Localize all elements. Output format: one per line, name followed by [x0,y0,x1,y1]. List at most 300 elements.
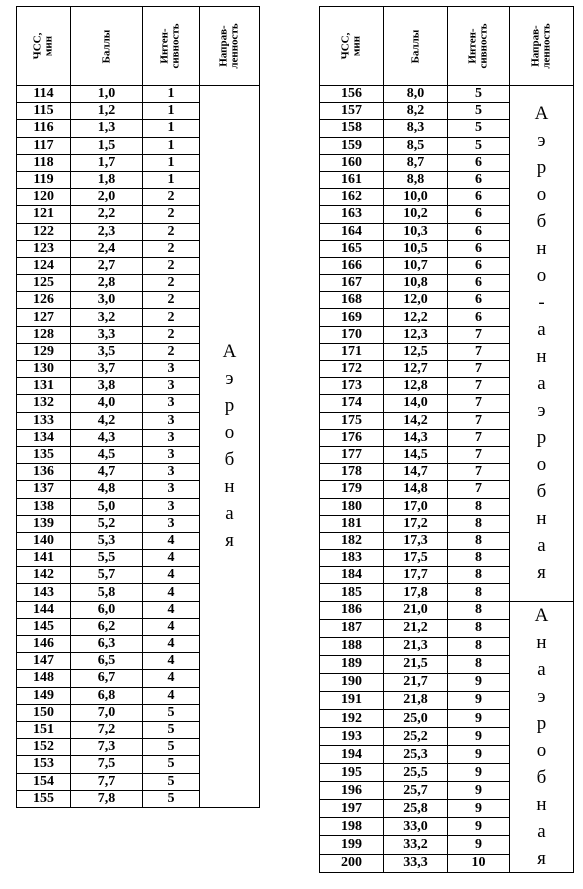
hr-cell: 188 [320,637,384,655]
intensity-cell: 3 [143,498,200,515]
points-cell: 25,8 [384,800,448,818]
intensity-cell: 9 [448,764,510,782]
intensity-cell: 8 [448,601,510,619]
points-cell: 5,5 [71,550,143,567]
direction-letter: а [537,319,546,341]
hr-cell: 155 [17,790,71,807]
points-cell: 5,7 [71,567,143,584]
hr-cell: 195 [320,764,384,782]
intensity-cell: 5 [448,103,510,120]
points-cell: 4,3 [71,429,143,446]
intensity-cell: 9 [448,673,510,691]
points-cell: 2,3 [71,223,143,240]
hr-table-right [319,6,574,873]
intensity-cell: 5 [448,86,510,103]
intensity-cell: 4 [143,567,200,584]
points-cell: 25,5 [384,764,448,782]
hr-cell: 192 [320,710,384,728]
intensity-cell: 6 [448,189,510,206]
points-cell: 12,5 [384,343,448,360]
direction-letter: я [225,530,234,552]
header-hr: ЧСС, мин [17,7,71,86]
direction-letter: б [536,211,547,233]
intensity-cell: 1 [143,86,200,103]
intensity-cell: 4 [143,618,200,635]
table-row [320,601,574,619]
points-cell: 7,2 [71,721,143,738]
points-cell: 17,0 [384,498,448,515]
intensity-cell: 7 [448,429,510,446]
points-cell: 14,8 [384,481,448,498]
direction-cell [510,601,574,872]
hr-cell: 189 [320,655,384,673]
intensity-cell: 2 [143,275,200,292]
intensity-cell: 4 [143,653,200,670]
intensity-cell: 6 [448,154,510,171]
intensity-cell: 9 [448,691,510,709]
direction-letter: н [224,476,235,498]
intensity-cell: 4 [143,532,200,549]
points-cell: 1,0 [71,86,143,103]
points-cell: 3,0 [71,292,143,309]
hr-cell: 170 [320,326,384,343]
hr-cell: 117 [17,137,71,154]
intensity-cell: 3 [143,481,200,498]
hr-cell: 191 [320,691,384,709]
hr-cell: 156 [320,86,384,103]
direction-label [510,100,573,586]
direction-letter: а [537,820,546,842]
hr-cell: 166 [320,257,384,274]
points-cell: 3,5 [71,343,143,360]
points-cell: 25,7 [384,782,448,800]
direction-letter: р [536,157,547,179]
intensity-cell: 8 [448,619,510,637]
points-cell: 25,2 [384,728,448,746]
hr-cell: 139 [17,515,71,532]
hr-cell: 144 [17,601,71,618]
hr-cell: 172 [320,361,384,378]
header-row [320,7,574,86]
hr-cell: 126 [17,292,71,309]
direction-letter: б [224,449,235,471]
intensity-cell: 8 [448,584,510,601]
intensity-cell: 1 [143,120,200,137]
points-cell: 4,7 [71,464,143,481]
hr-cell: 194 [320,746,384,764]
intensity-cell: 6 [448,257,510,274]
points-cell: 12,3 [384,326,448,343]
intensity-cell: 9 [448,746,510,764]
intensity-cell: 8 [448,532,510,549]
header-direction: Направ- ленность [510,7,574,86]
direction-letter: о [536,454,547,476]
hr-cell: 164 [320,223,384,240]
points-cell: 12,7 [384,361,448,378]
direction-letter: о [536,739,547,761]
intensity-cell: 4 [143,670,200,687]
hr-cell: 122 [17,223,71,240]
intensity-cell: 7 [448,446,510,463]
intensity-cell: 1 [143,137,200,154]
intensity-cell: 9 [448,818,510,836]
hr-cell: 130 [17,361,71,378]
points-cell: 8,2 [384,103,448,120]
intensity-cell: 4 [143,584,200,601]
hr-cell: 127 [17,309,71,326]
hr-cell: 157 [320,103,384,120]
hr-cell: 197 [320,800,384,818]
hr-cell: 132 [17,395,71,412]
hr-cell: 152 [17,739,71,756]
points-cell: 14,7 [384,464,448,481]
intensity-cell: 6 [448,309,510,326]
direction-letter: А [534,103,549,125]
direction-letter: А [534,604,549,626]
points-cell: 7,0 [71,704,143,721]
hr-cell: 135 [17,446,71,463]
intensity-cell: 2 [143,240,200,257]
header-direction: Направ- ленность [200,7,260,86]
points-cell: 8,7 [384,154,448,171]
points-cell: 1,2 [71,103,143,120]
intensity-cell: 6 [448,223,510,240]
direction-letter: б [536,766,547,788]
points-cell: 3,3 [71,326,143,343]
hr-cell: 150 [17,704,71,721]
intensity-cell: 8 [448,637,510,655]
intensity-cell: 2 [143,223,200,240]
hr-cell: 187 [320,619,384,637]
hr-cell: 175 [320,412,384,429]
points-cell: 21,3 [384,637,448,655]
hr-cell: 169 [320,309,384,326]
intensity-cell: 4 [143,550,200,567]
intensity-cell: 5 [143,790,200,807]
points-cell: 14,3 [384,429,448,446]
hr-cell: 190 [320,673,384,691]
points-cell: 12,0 [384,292,448,309]
direction-label [510,602,573,872]
hr-cell: 177 [320,446,384,463]
hr-cell: 178 [320,464,384,481]
points-cell: 14,0 [384,395,448,412]
intensity-cell: 2 [143,343,200,360]
hr-cell: 147 [17,653,71,670]
header-intensity: Интен- сивность [448,7,510,86]
direction-letter: э [537,130,546,152]
intensity-cell: 7 [448,412,510,429]
points-cell: 5,2 [71,515,143,532]
points-cell: 7,7 [71,773,143,790]
points-cell: 12,8 [384,378,448,395]
header-row [17,7,260,86]
direction-letter: н [536,238,547,260]
hr-cell: 168 [320,292,384,309]
points-cell: 21,5 [384,655,448,673]
hr-cell: 184 [320,567,384,584]
direction-letter: н [536,631,547,653]
points-cell: 25,0 [384,710,448,728]
intensity-cell: 7 [448,343,510,360]
intensity-cell: 6 [448,292,510,309]
hr-cell: 114 [17,86,71,103]
hr-cell: 193 [320,728,384,746]
header-hr: ЧСС, мин [320,7,384,86]
hr-cell: 161 [320,171,384,188]
hr-cell: 200 [320,854,384,872]
intensity-cell: 8 [448,515,510,532]
points-cell: 33,2 [384,836,448,854]
intensity-cell: 6 [448,206,510,223]
intensity-cell: 5 [448,120,510,137]
points-cell: 7,5 [71,756,143,773]
intensity-cell: 4 [143,687,200,704]
hr-cell: 125 [17,275,71,292]
points-cell: 4,5 [71,446,143,463]
intensity-cell: 2 [143,292,200,309]
points-cell: 21,2 [384,619,448,637]
intensity-cell: 9 [448,836,510,854]
hr-cell: 137 [17,481,71,498]
hr-cell: 179 [320,481,384,498]
intensity-cell: 3 [143,429,200,446]
points-cell: 8,3 [384,120,448,137]
direction-letter: - [538,292,545,314]
header-points: Баллы [384,7,448,86]
intensity-cell: 5 [143,739,200,756]
hr-cell: 123 [17,240,71,257]
hr-cell: 165 [320,240,384,257]
table-row [320,86,574,103]
points-cell: 10,0 [384,189,448,206]
intensity-cell: 8 [448,498,510,515]
points-cell: 1,7 [71,154,143,171]
hr-table-left [16,6,260,808]
hr-cell: 186 [320,601,384,619]
direction-letter: р [536,712,547,734]
intensity-cell: 9 [448,800,510,818]
points-cell: 17,7 [384,567,448,584]
points-cell: 21,0 [384,601,448,619]
intensity-cell: 3 [143,378,200,395]
direction-letter: а [225,503,234,525]
intensity-cell: 8 [448,655,510,673]
intensity-cell: 6 [448,171,510,188]
intensity-cell: 9 [448,710,510,728]
hr-cell: 158 [320,120,384,137]
points-cell: 7,8 [71,790,143,807]
intensity-cell: 7 [448,326,510,343]
points-cell: 2,7 [71,257,143,274]
intensity-cell: 3 [143,412,200,429]
intensity-cell: 10 [448,854,510,872]
points-cell: 4,2 [71,412,143,429]
points-cell: 6,8 [71,687,143,704]
hr-cell: 198 [320,818,384,836]
points-cell: 1,5 [71,137,143,154]
intensity-cell: 4 [143,601,200,618]
direction-letter: б [536,481,547,503]
points-cell: 10,8 [384,275,448,292]
hr-cell: 151 [17,721,71,738]
hr-cell: 129 [17,343,71,360]
hr-cell: 116 [17,120,71,137]
points-cell: 8,8 [384,171,448,188]
intensity-cell: 2 [143,189,200,206]
points-cell: 2,2 [71,206,143,223]
hr-cell: 142 [17,567,71,584]
direction-cell [510,86,574,602]
hr-cell: 133 [17,412,71,429]
direction-letter: н [536,793,547,815]
intensity-cell: 8 [448,550,510,567]
intensity-cell: 3 [143,361,200,378]
points-cell: 33,3 [384,854,448,872]
intensity-cell: 2 [143,309,200,326]
points-cell: 6,3 [71,636,143,653]
intensity-cell: 1 [143,103,200,120]
points-cell: 12,2 [384,309,448,326]
hr-cell: 149 [17,687,71,704]
direction-letter: э [537,685,546,707]
direction-letter: о [224,422,235,444]
direction-letter: э [225,368,234,390]
points-cell: 21,8 [384,691,448,709]
hr-cell: 145 [17,618,71,635]
direction-letter: я [537,562,546,584]
intensity-cell: 2 [143,257,200,274]
hr-cell: 119 [17,171,71,188]
hr-cell: 183 [320,550,384,567]
hr-cell: 181 [320,515,384,532]
hr-cell: 134 [17,429,71,446]
direction-letter: р [536,427,547,449]
direction-letter: р [224,395,235,417]
header-points: Баллы [71,7,143,86]
direction-letter: н [536,508,547,530]
points-cell: 25,3 [384,746,448,764]
direction-letter: э [537,400,546,422]
hr-cell: 180 [320,498,384,515]
hr-cell: 163 [320,206,384,223]
intensity-cell: 1 [143,154,200,171]
hr-cell: 121 [17,206,71,223]
intensity-cell: 7 [448,378,510,395]
points-cell: 6,2 [71,618,143,635]
table-row [17,86,260,103]
direction-letter: о [536,265,547,287]
direction-letter: н [536,346,547,368]
direction-letter: а [537,373,546,395]
intensity-cell: 3 [143,446,200,463]
hr-cell: 153 [17,756,71,773]
hr-cell: 120 [17,189,71,206]
hr-cell: 185 [320,584,384,601]
points-cell: 3,7 [71,361,143,378]
direction-letter: а [537,658,546,680]
intensity-cell: 3 [143,515,200,532]
intensity-cell: 2 [143,326,200,343]
intensity-cell: 1 [143,171,200,188]
intensity-cell: 5 [143,756,200,773]
intensity-cell: 7 [448,481,510,498]
points-cell: 10,2 [384,206,448,223]
intensity-cell: 6 [448,275,510,292]
intensity-cell: 9 [448,728,510,746]
points-cell: 6,0 [71,601,143,618]
intensity-cell: 7 [448,464,510,481]
hr-cell: 173 [320,378,384,395]
points-cell: 6,5 [71,653,143,670]
hr-cell: 128 [17,326,71,343]
points-cell: 1,8 [71,171,143,188]
hr-cell: 141 [17,550,71,567]
points-cell: 14,5 [384,446,448,463]
intensity-cell: 5 [143,721,200,738]
direction-label [200,338,259,554]
hr-cell: 140 [17,532,71,549]
hr-cell: 131 [17,378,71,395]
intensity-cell: 2 [143,206,200,223]
hr-cell: 174 [320,395,384,412]
points-cell: 8,5 [384,137,448,154]
header-intensity: Интен- сивность [143,7,200,86]
hr-cell: 138 [17,498,71,515]
points-cell: 7,3 [71,739,143,756]
direction-letter: а [537,535,546,557]
points-cell: 5,0 [71,498,143,515]
points-cell: 8,0 [384,86,448,103]
direction-letter: А [222,341,237,363]
points-cell: 17,5 [384,550,448,567]
hr-cell: 196 [320,782,384,800]
hr-cell: 146 [17,636,71,653]
points-cell: 6,7 [71,670,143,687]
points-cell: 2,8 [71,275,143,292]
points-cell: 2,0 [71,189,143,206]
points-cell: 5,8 [71,584,143,601]
intensity-cell: 5 [143,704,200,721]
direction-letter: о [536,184,547,206]
points-cell: 14,2 [384,412,448,429]
points-cell: 10,3 [384,223,448,240]
hr-cell: 171 [320,343,384,360]
points-cell: 4,8 [71,481,143,498]
intensity-cell: 7 [448,361,510,378]
direction-letter: я [537,847,546,869]
hr-cell: 160 [320,154,384,171]
hr-cell: 176 [320,429,384,446]
intensity-cell: 7 [448,395,510,412]
intensity-cell: 5 [143,773,200,790]
intensity-cell: 5 [448,137,510,154]
hr-cell: 167 [320,275,384,292]
points-cell: 10,5 [384,240,448,257]
intensity-cell: 9 [448,782,510,800]
points-cell: 2,4 [71,240,143,257]
hr-cell: 118 [17,154,71,171]
hr-cell: 182 [320,532,384,549]
intensity-cell: 3 [143,464,200,481]
points-cell: 17,2 [384,515,448,532]
hr-cell: 115 [17,103,71,120]
hr-cell: 148 [17,670,71,687]
hr-cell: 154 [17,773,71,790]
points-cell: 4,0 [71,395,143,412]
hr-cell: 124 [17,257,71,274]
points-cell: 3,8 [71,378,143,395]
